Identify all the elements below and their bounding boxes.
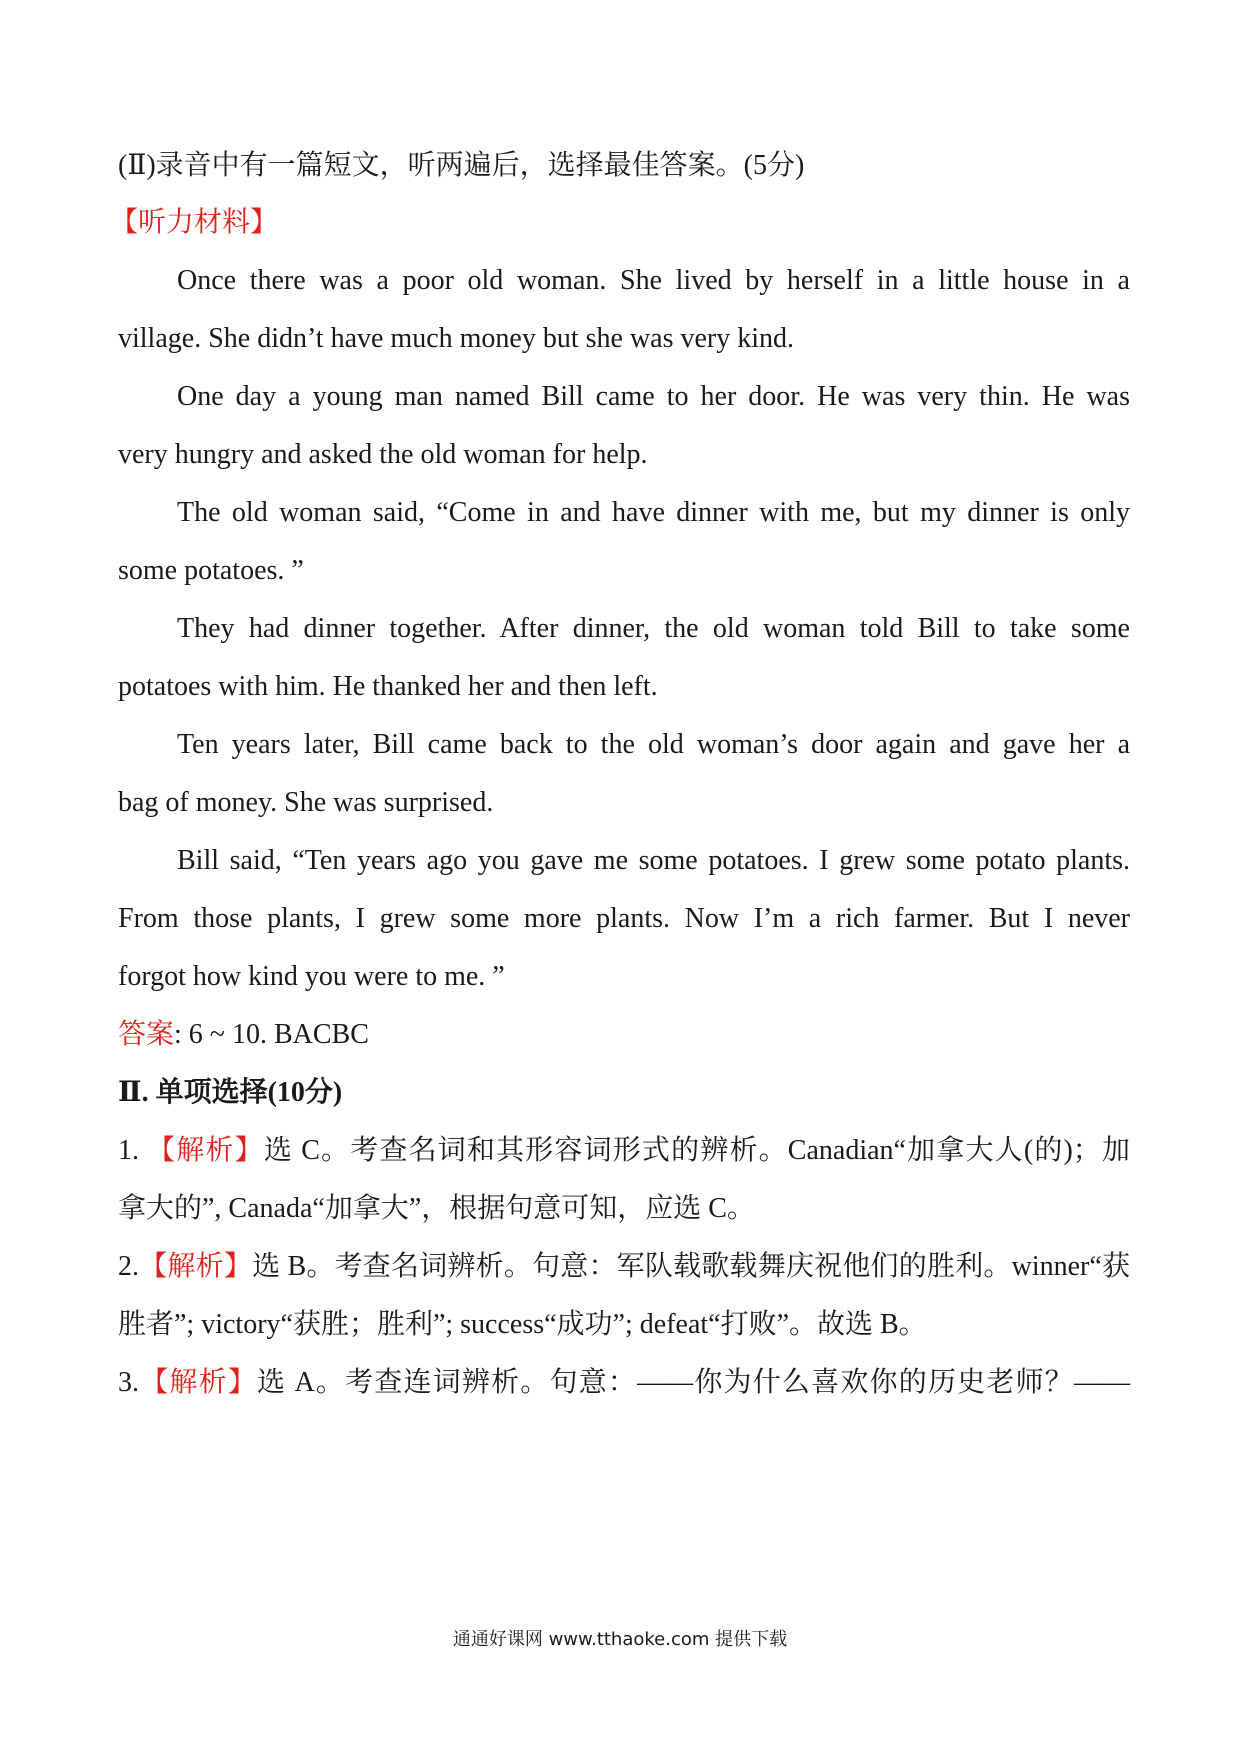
item-number: 3. [118, 1367, 139, 1398]
explanation-item-2-line-1 [118, 1247, 1130, 1287]
passage-line: Ten years later, Bill came back to the old woman’s door again and gave her a [177, 729, 1130, 760]
passage-line: One day a young man named Bill came to her door. He was very thin. He was [177, 381, 1130, 412]
explanation-text: 选 A。考查连词辨析。句意：——你为什么喜欢你的历史老师？—— [257, 1367, 1130, 1398]
explanation-text: 选 B。考查名词辨析。句意：军队载歌载舞庆祝他们的胜利。winner“获 [252, 1251, 1130, 1282]
passage-line: village. She didn’t have much money but she was very kind. [118, 323, 795, 354]
answer-text: : 6 ~ 10. BACBC [174, 1019, 369, 1050]
passage-line: some potatoes. ” [118, 555, 304, 586]
passage-line: bag of money. She was surprised. [118, 787, 494, 818]
explanation-label: 【解析】 [139, 1251, 253, 1282]
passage-line: potatoes with him. He thanked her and then left. [118, 671, 658, 702]
explanation-item-1-line-2: 拿大的”, Canada“加拿大”，根据句意可知，应选 C。 [118, 1193, 755, 1224]
part2-heading: Ⅱ. 单项选择(10分) [118, 1077, 343, 1108]
section-heading: (Ⅱ)录音中有一篇短文，听两遍后，选择最佳答案。(5分) [118, 150, 805, 181]
passage-line: Once there was a poor old woman. She lived by herself in a little house in a [177, 265, 1130, 296]
item-number: 1. [118, 1135, 148, 1166]
passage-line: They had dinner together. After dinner, the old woman told Bill to take some [177, 613, 1130, 644]
passage-line: very hungry and asked the old woman for help. [118, 439, 648, 470]
explanation-label: 【解析】 [139, 1367, 258, 1398]
explanation-label: 【解析】 [147, 1135, 264, 1166]
passage-line: forgot how kind you were to me. ” [118, 961, 505, 992]
passage-line: Bill said, “Ten years ago you gave me some potatoes. I grew some potato plants. [177, 845, 1130, 876]
passage-line: From those plants, I grew some more plants. Now I’m a rich farmer. But I never [118, 903, 1130, 934]
answer-line [118, 1015, 1130, 1055]
material-label: 【听力材料】 [110, 207, 279, 238]
item-number: 2. [118, 1251, 139, 1282]
explanation-item-1-line-1 [118, 1131, 1130, 1171]
answer-label: 答案 [118, 1019, 175, 1050]
explanation-text: 选 C。考查名词和其形容词形式的辨析。Canadian“加拿大人(的)；加 [263, 1135, 1130, 1166]
page-footer: 通通好课网 www.tthaoke.com 提供下载 [452, 1629, 788, 1650]
passage-line: The old woman said, “Come in and have dinner with me, but my dinner is only [177, 497, 1130, 528]
explanation-item-3-line-1 [118, 1363, 1130, 1403]
explanation-item-2-line-2: 胜者”; victory“获胜；胜利”; success“成功”; defeat“打败”。故选 B。 [118, 1309, 927, 1340]
